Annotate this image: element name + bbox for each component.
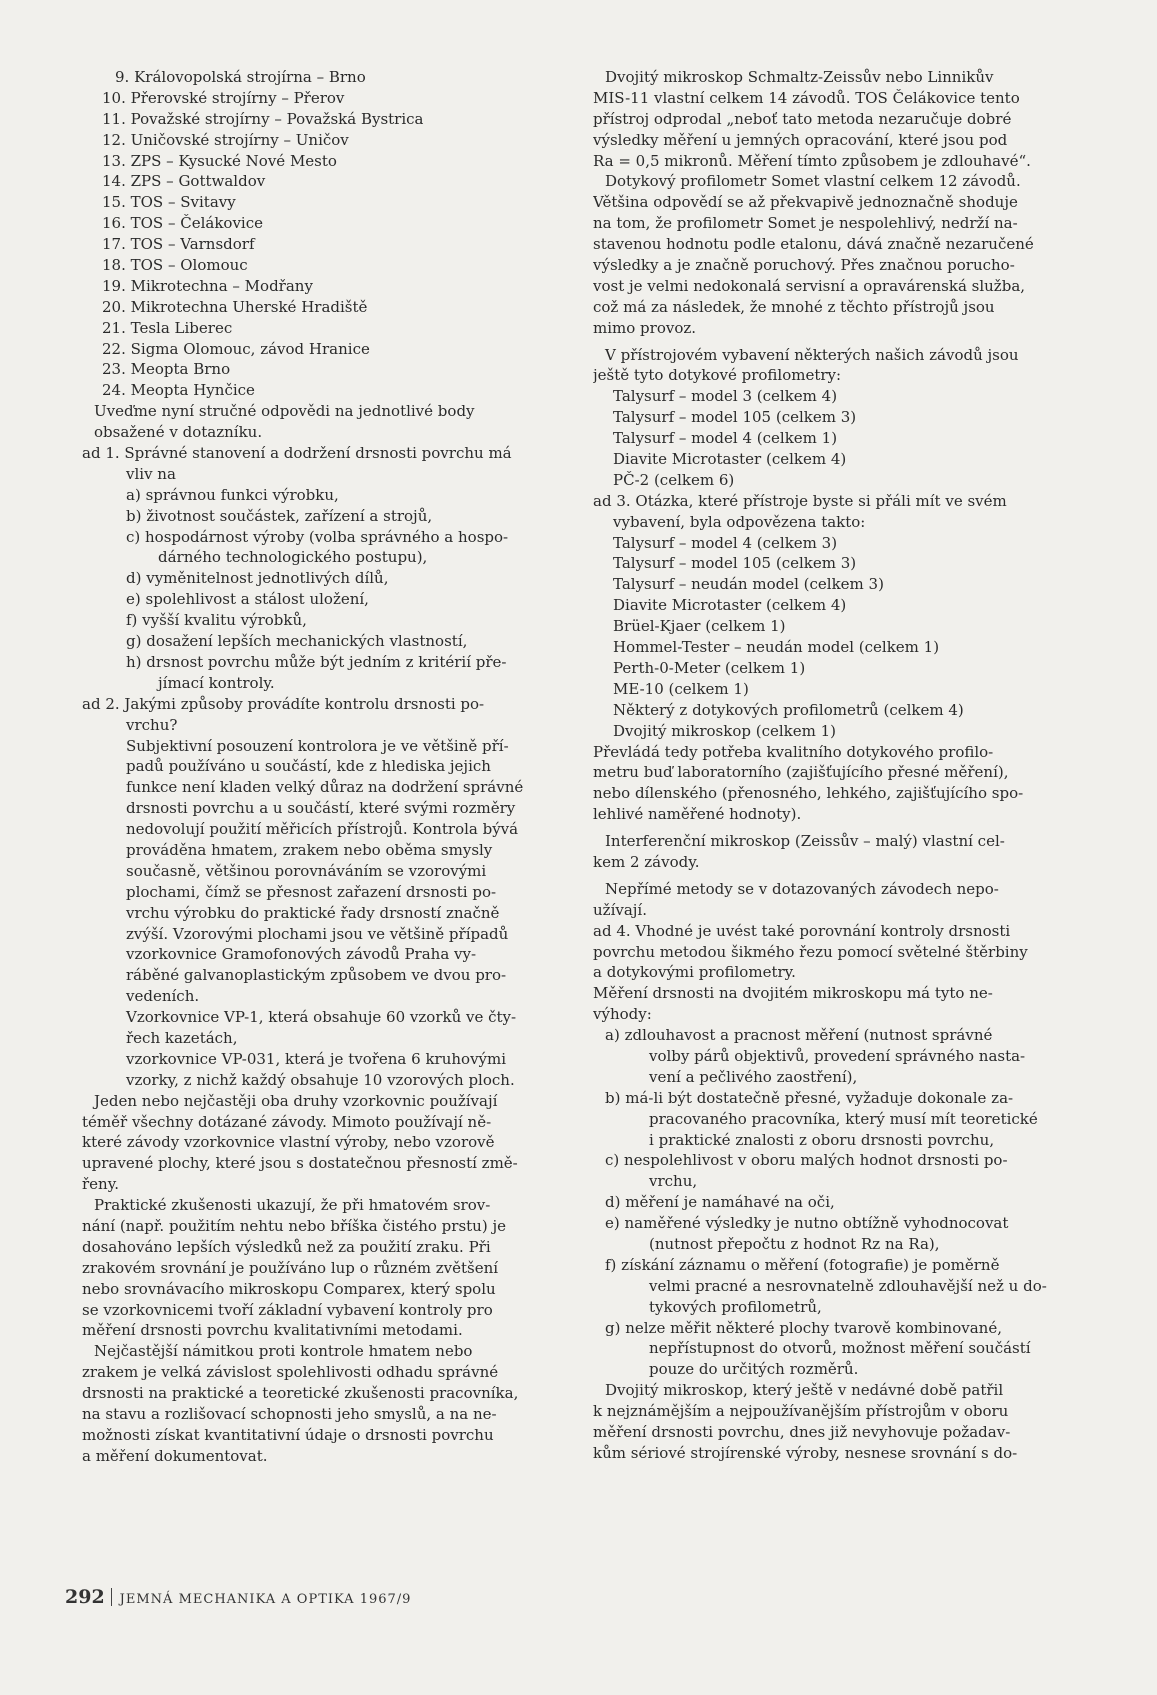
- text-line: 12. Uničovské strojírny – Uničov: [102, 130, 349, 149]
- text-line: e) spolehlivost a stálost uložení,: [126, 590, 369, 609]
- text-line: 9. Královopolská strojírna – Brno: [115, 68, 366, 86]
- text-line: lehlivé naměřené hodnoty).: [593, 805, 802, 824]
- text-line: k nejznámějším a nejpoužívanějším přístrojům v oboru: [593, 1402, 1009, 1421]
- text-line: výsledky měření u jemných opracování, které jsou pod: [593, 130, 1008, 149]
- text-line: velmi pracné a nesrovnatelně zdlouhavější než u do-: [649, 1276, 1047, 1295]
- text-line: tykových profilometrů,: [649, 1297, 822, 1316]
- footer-divider: [111, 1588, 112, 1606]
- text-line: stavenou hodnotu podle etalonu, dává značně nezaručené: [593, 235, 1034, 254]
- text-line: 11. Považské strojírny – Považská Bystrica: [102, 109, 424, 128]
- text-line: d) měření je namáhavé na oči,: [605, 1193, 835, 1212]
- text-line: Dvojitý mikroskop Schmaltz-Zeissův nebo Linnikův: [605, 68, 994, 86]
- text-line: 17. TOS – Varnsdorf: [102, 235, 255, 254]
- text-line: které závody vzorkovnice vlastní výroby, nebo vzorově: [82, 1133, 495, 1152]
- text-line: Vzorkovnice VP-1, která obsahuje 60 vzorků ve čty-: [126, 1008, 517, 1027]
- text-line: zrakovém srovnání je používáno lup o různém zvětšení: [82, 1258, 499, 1277]
- text-line: PČ-2 (celkem 6): [613, 470, 735, 489]
- text-line: Měření drsnosti na dvojitém mikroskopu má tyto ne-: [593, 984, 993, 1003]
- text-line: i praktické znalosti z oboru drsnosti povrchu,: [649, 1130, 995, 1149]
- text-line: ad 2. Jakými způsoby provádíte kontrolu drsnosti po-: [82, 694, 485, 713]
- text-line: vost je velmi nedokonalá servisní a opravárenská služba,: [593, 276, 1026, 295]
- text-line: Dotykový profilometr Somet vlastní celkem 12 závodů.: [605, 172, 1021, 191]
- text-line: c) nespolehlivost v oboru malých hodnot drsnosti po-: [605, 1151, 1008, 1170]
- text-line: dárného technologického postupu),: [158, 548, 428, 567]
- text-line: vení a pečlivého zaostření),: [649, 1067, 858, 1086]
- text-line: 19. Mikrotechna – Modřany: [102, 276, 313, 295]
- text-line: Interferenční mikroskop (Zeissův – malý) vlastní cel-: [605, 832, 1005, 851]
- text-line: 21. Tesla Liberec: [102, 318, 233, 337]
- text-line: Talysurf – model 4 (celkem 1): [613, 429, 838, 448]
- text-line: drsnosti na praktické a teoretické zkušenosti pracovníka,: [82, 1384, 519, 1403]
- text-line: ještě tyto dotykové profilometry:: [593, 366, 842, 385]
- text-line: Diavite Microtaster (celkem 4): [613, 450, 847, 469]
- text-line: funkce není kladen velký důraz na dodržení správné: [126, 778, 524, 797]
- text-line: Dvojitý mikroskop, který ještě v nedávné době patřil: [605, 1381, 1004, 1400]
- text-line: 18. TOS – Olomouc: [102, 256, 248, 275]
- text-line: b) má-li být dostatečně přesné, vyžaduje dokonale za-: [605, 1088, 1014, 1107]
- text-line: se vzorkovnicemi tvoří základní vybavení kontroly pro: [82, 1300, 493, 1319]
- text-line: h) drsnost povrchu může být jedním z kritérií pře-: [126, 652, 507, 671]
- text-line: plochami, čímž se přesnost zařazení drsnosti po-: [126, 882, 497, 901]
- text-line: Jeden nebo nejčastěji oba druhy vzorkovnic používají: [94, 1091, 498, 1110]
- text-line: pracovaného pracovníka, který musí mít teoretické: [649, 1109, 1038, 1128]
- text-line: užívají.: [593, 900, 647, 919]
- text-line: Praktické zkušenosti ukazují, že při hmatovém srov-: [94, 1196, 491, 1215]
- text-line: vzorkovnice VP-031, která je tvořena 6 kruhovými: [126, 1049, 507, 1068]
- text-line: vedeních.: [126, 987, 200, 1006]
- text-line: nání (např. použitím nehtu nebo bříška čistého prstu) je: [82, 1216, 506, 1235]
- left-column: [82, 67, 585, 1467]
- text-line: mimo provoz.: [593, 318, 697, 337]
- text-line: a) správnou funkci výrobku,: [126, 485, 339, 504]
- text-line: b) životnost součástek, zařízení a strojů,: [126, 506, 433, 525]
- text-line: výhody:: [593, 1005, 652, 1024]
- text-line: vrchu,: [649, 1172, 698, 1191]
- text-line: Talysurf – model 105 (celkem 3): [613, 554, 857, 573]
- text-line: g) nelze měřit některé plochy tvarově kombinované,: [605, 1318, 1002, 1337]
- text-line: Dvojitý mikroskop (celkem 1): [613, 721, 837, 740]
- text-line: 10. Přerovské strojírny – Přerov: [102, 88, 345, 107]
- text-line: vrchu?: [126, 715, 178, 734]
- text-line: Talysurf – neudán model (celkem 3): [613, 575, 884, 594]
- text-line: vliv na: [126, 464, 176, 483]
- text-line: ad 4. Vhodné je uvést také porovnání kontroly drsnosti: [593, 921, 1011, 940]
- text-line: ráběné galvanoplastickým způsobem ve dvou pro-: [126, 966, 507, 985]
- text-line: 23. Meopta Brno: [102, 360, 231, 379]
- text-line: jímací kontroly.: [158, 673, 275, 692]
- text-line: 14. ZPS – Gottwaldov: [102, 172, 266, 191]
- text-line: kům sériové strojírenské výroby, nesnese srovnání s do-: [593, 1443, 1018, 1462]
- text-line: a měření dokumentovat.: [82, 1446, 268, 1465]
- text-line: pouze do určitých rozměrů.: [649, 1360, 859, 1379]
- text-line: nebo srovnávacího mikroskopu Comparex, který spolu: [82, 1279, 496, 1298]
- text-line: 16. TOS – Čelákovice: [102, 214, 264, 233]
- text-line: metru buď laboratorního (zajišťujícího přesné měření),: [593, 763, 1009, 782]
- text-line: vzorkovnice Gramofonových závodů Praha vy-: [126, 945, 477, 964]
- text-line: volby párů objektivů, provedení správného nasta-: [649, 1046, 1026, 1065]
- text-line: g) dosažení lepších mechanických vlastností,: [126, 632, 468, 651]
- text-line: kem 2 závody.: [593, 852, 700, 871]
- text-line: c) hospodárnost výroby (volba správného a hospo-: [126, 527, 509, 546]
- text-line: Nejčastější námitkou proti kontrole hmatem nebo: [94, 1342, 473, 1361]
- text-line: ad 3. Otázka, které přístroje byste si přáli mít ve svém: [593, 491, 1007, 510]
- text-line: e) naměřené výsledky je nutno obtížně vyhodnocovat: [605, 1214, 1009, 1233]
- text-line: na tom, že profilometr Somet je nespolehlivý, nedrží na-: [593, 214, 1018, 233]
- text-line: 15. TOS – Svitavy: [102, 193, 236, 212]
- text-line: f) získání záznamu o měření (fotografie) je poměrně: [605, 1255, 1000, 1274]
- text-line: nepřístupnost do otvorů, možnost měření součástí: [649, 1339, 1031, 1358]
- text-line: vzorky, z nichž každý obsahuje 10 vzorových ploch.: [126, 1070, 515, 1089]
- text-line: Nepřímé metody se v dotazovaných závodech nepo-: [605, 879, 999, 898]
- text-line: Diavite Microtaster (celkem 4): [613, 596, 847, 615]
- text-line: měření drsnosti povrchu kvalitativními metodami.: [82, 1321, 463, 1340]
- text-line: současně, většinou porovnáváním se vzorovými: [126, 861, 487, 880]
- text-line: Brüel-Kjaer (celkem 1): [613, 617, 786, 636]
- page-number: 292: [65, 1586, 105, 1608]
- text-line: ad 1. Správné stanovení a dodržení drsnosti povrchu má: [82, 444, 512, 463]
- text-line: Talysurf – model 105 (celkem 3): [613, 408, 857, 427]
- right-column: [593, 67, 1089, 1464]
- text-line: nebo dílenského (přenosného, lehkého, zajišťujícího spo-: [593, 784, 1024, 803]
- text-line: upravené plochy, které jsou s dostatečnou přesností změ-: [82, 1154, 518, 1173]
- text-line: zvýší. Vzorovými plochami jsou ve většině případů: [126, 924, 509, 943]
- text-line: Některý z dotykových profilometrů (celkem 4): [613, 700, 964, 719]
- text-line: 24. Meopta Hynčice: [102, 381, 255, 400]
- text-line: d) vyměnitelnost jednotlivých dílů,: [126, 569, 389, 588]
- text-line: nedovolují použití měřicích přístrojů. Kontrola bývá: [126, 820, 519, 839]
- text-line: na stavu a rozlišovací schopnosti jeho smyslů, a na ne-: [82, 1405, 497, 1423]
- text-line: Ra = 0,5 mikronů. Měření tímto způsobem je zdlouhavé“.: [593, 151, 1031, 170]
- text-line: Talysurf – model 4 (celkem 3): [613, 533, 838, 552]
- text-line: Uveďme nyní stručné odpovědi na jednotlivé body: [94, 402, 475, 421]
- journal-title: JEMNÁ MECHANIKA A OPTIKA 1967/9: [119, 1592, 412, 1607]
- text-line: f) vyšší kvalitu výrobků,: [126, 611, 307, 630]
- text-line: ME-10 (celkem 1): [613, 679, 749, 698]
- text-line: obsažené v dotazníku.: [94, 423, 263, 442]
- page-footer: [65, 1586, 411, 1608]
- text-line: Převládá tedy potřeba kvalitního dotykového profilo-: [593, 742, 994, 761]
- text-line: řeny.: [82, 1175, 119, 1194]
- text-line: a) zdlouhavost a pracnost měření (nutnost správné: [605, 1026, 993, 1045]
- text-line: drsnosti povrchu a u součástí, které svými rozměry: [126, 799, 516, 818]
- text-line: a dotykovými profilometry.: [593, 963, 796, 982]
- text-line: možnosti získat kvantitativní údaje o drsnosti povrchu: [82, 1425, 494, 1444]
- text-line: V přístrojovém vybavení některých našich závodů jsou: [605, 345, 1019, 364]
- text-line: vrchu výrobku do praktické řady drsností značně: [126, 903, 500, 922]
- text-line: (nutnost přepočtu z hodnot Rz na Ra),: [649, 1234, 940, 1253]
- text-line: MIS-11 vlastní celkem 14 závodů. TOS Čelákovice tento: [593, 88, 1020, 107]
- text-line: Subjektivní posouzení kontrolora je ve většině pří-: [126, 736, 509, 755]
- text-line: 13. ZPS – Kysucké Nové Mesto: [102, 151, 337, 170]
- text-line: 22. Sigma Olomouc, závod Hranice: [102, 339, 370, 358]
- text-line: vybavení, byla odpovězena takto:: [613, 512, 866, 531]
- text-line: padů používáno u součástí, kde z hlediska jejich: [126, 757, 491, 776]
- text-line: zrakem je velká závislost spolehlivosti odhadu správné: [82, 1363, 499, 1382]
- text-line: Hommel-Tester – neudán model (celkem 1): [613, 638, 940, 657]
- text-line: výsledky a je značně poruchový. Přes značnou porucho-: [593, 256, 1015, 275]
- text-line: téměř všechny dotázané závody. Mimoto používají ně-: [82, 1112, 492, 1131]
- text-line: 20. Mikrotechna Uherské Hradiště: [102, 297, 368, 316]
- text-line: dosahováno lepších výsledků než za použití zraku. Při: [82, 1237, 491, 1256]
- text-line: Perth-0-Meter (celkem 1): [613, 658, 806, 677]
- text-line: řech kazetách,: [126, 1028, 238, 1047]
- text-line: Většina odpovědí se až překvapivě jednoznačně shoduje: [593, 193, 1018, 212]
- text-line: povrchu metodou šikmého řezu pomocí světelné štěrbiny: [593, 942, 1028, 961]
- text-line: prováděna hmatem, zrakem nebo oběma smysly: [126, 840, 493, 859]
- text-line: což má za následek, že mnohé z těchto přístrojů jsou: [593, 297, 995, 316]
- text-line: přístroj odprodal „neboť tato metoda nezaručuje dobré: [593, 109, 1012, 128]
- text-line: měření drsnosti povrchu, dnes již nevyhovuje požadav-: [593, 1423, 1011, 1441]
- text-line: Talysurf – model 3 (celkem 4): [613, 387, 838, 406]
